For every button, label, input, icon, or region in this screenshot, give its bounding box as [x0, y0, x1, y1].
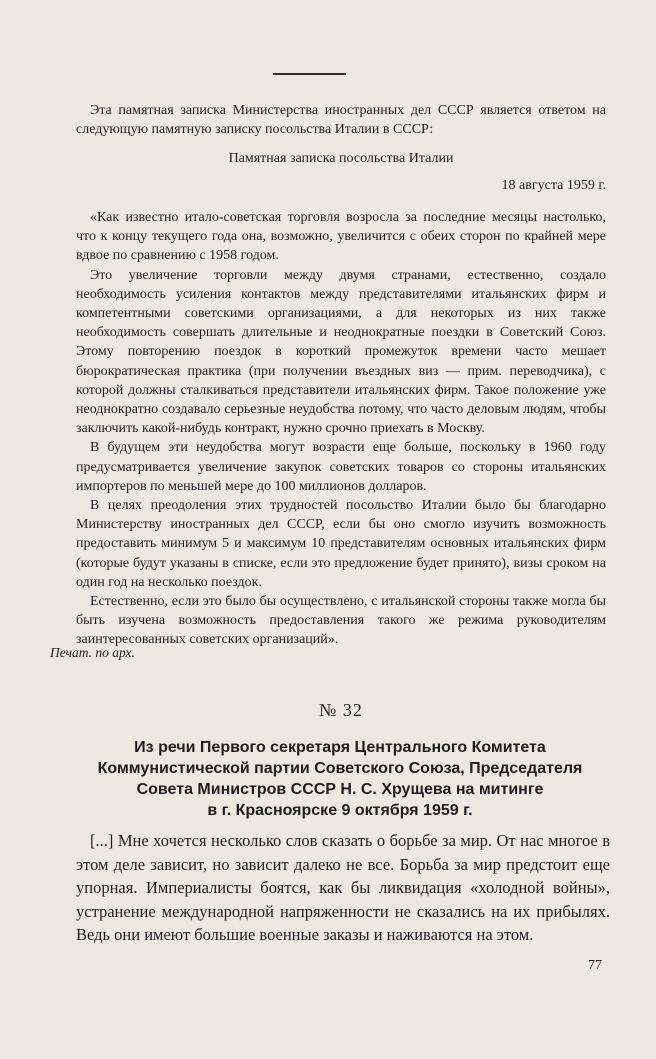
memo-date: 18 августа 1959 г. — [501, 178, 606, 193]
quote-paragraph: «Как известно итало-советская торговля возросла за последние месяцы настолько, что к концу текущего года она, возможно, увеличится с обеих сторон по крайней мере вдвое по сравнению с 1958 годом. — [76, 210, 606, 264]
quote-paragraph: Это увеличение торговли между двумя странами, естественно, создало необходимость усиления контактов между представителями итальянских фирм и компетентными советскими организациями, а для некоторых из них также необходимость совершать длительные и неоднократные поездки в Советский Союз. Этому повторению поездок в короткий промежуток времени часто мешает бюрократическая практика (при получении въездных виз — прим. переводчика), с которой должны сталкиваться представители итальянских фирм. Такое положение уже неоднократно создавало серьезные неудобства потому, что часто деловым людям, чтобы заключить какой-нибудь контракт, нужно срочно приехать в Москву. — [76, 267, 606, 437]
quote-paragraph: Естественно, если это было бы осуществлено, с итальянской стороны также могла бы быть изучена возможность предоставления такого же режима руководителям заинтересованных советских организаций». — [76, 594, 606, 648]
document-heading — [60, 737, 620, 821]
memo-quote — [76, 208, 606, 650]
separator-rule — [273, 73, 346, 75]
page-number: 77 — [588, 958, 602, 973]
heading-line: Коммунистической партии Советского Союза, Председателя — [97, 760, 583, 777]
quote-paragraph: В целях преодоления этих трудностей посольство Италии было бы благодарно Министерству иностранных дел СССР, если бы оно смогло изучить возможность предоставить минимум 5 и максимум 10 представителям основных итальянских фирм (которые будут указаны в списке, если это предложение будет принято), визы сроком на один год на несколько поездок. — [76, 498, 606, 590]
speech-paragraph: [...] Мне хочется несколько слов сказать о борьбе за мир. От нас многое в этом деле зависит, но зависит далеко не все. Борьба за мир предстоит еще упорная. Империалисты боятся, как бы ликвидация «холодной войны», устранение международной напряженности не сказались на их прибылях. Ведь они имеют большие военные заказы и наживаются на этом. — [76, 831, 610, 945]
intro-paragraph: Эта памятная записка Министерства иностранных дел СССР является ответом на следующую памятную записку посольства Италии в СССР: — [76, 103, 606, 138]
heading-line: Совета Министров СССР Н. С. Хрущева на митинге — [136, 781, 544, 798]
heading-line: в г. Красноярске 9 октября 1959 г. — [207, 802, 473, 819]
source-note: Печат. по арх. — [50, 645, 135, 660]
memo-title: Памятная записка посольства Италии — [228, 151, 454, 166]
heading-line: Из речи Первого секретаря Центрального Комитета — [134, 739, 546, 756]
document-number: № 32 — [319, 700, 363, 720]
quote-paragraph: В будущем эти неудобства могут возрасти еще больше, поскольку в 1960 году предусматривается увеличение закупок советских товаров со стороны итальянских импортеров по меньшей мере до 100 миллионов долларов. — [76, 440, 606, 494]
